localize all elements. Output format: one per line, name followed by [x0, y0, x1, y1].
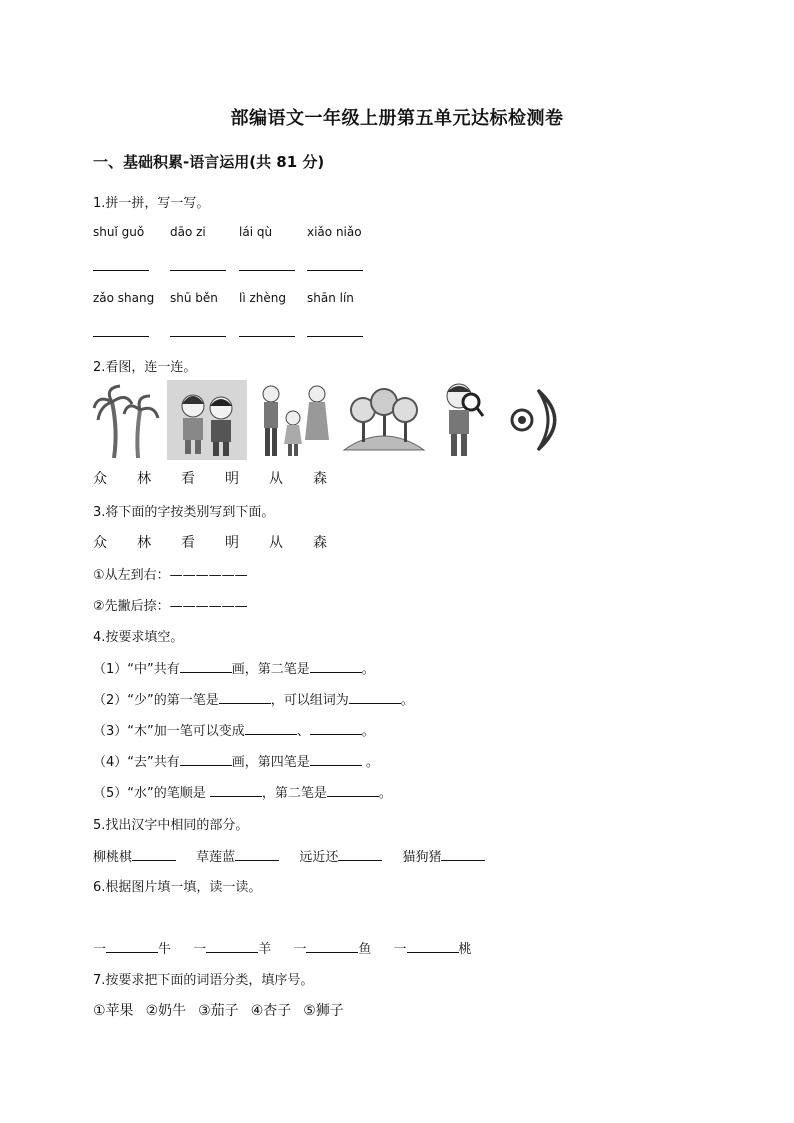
pinyin: shū běn — [170, 291, 218, 305]
answer-blank[interactable] — [338, 848, 382, 861]
item-text: 羊 — [258, 942, 272, 957]
question-2-label: 2.看图，连一连。 — [93, 360, 197, 375]
answer-blank[interactable] — [306, 940, 358, 953]
answer-blank[interactable] — [170, 270, 226, 271]
sun-moon-icon[interactable] — [502, 380, 572, 460]
answer-blank[interactable] — [239, 270, 295, 271]
pinyin: zǎo shang — [93, 291, 155, 305]
answer-blank[interactable] — [307, 336, 363, 337]
answer-blank[interactable] — [327, 784, 379, 797]
pinyin: xiǎo niǎo — [307, 225, 362, 239]
pinyin: shuǐ guǒ — [93, 225, 145, 239]
item-text: 、 — [296, 724, 310, 739]
pinyin: dāo zi — [170, 225, 206, 239]
item-text: 鱼 — [358, 942, 372, 957]
character[interactable]: 众 — [93, 471, 107, 487]
question-6-label: 6.根据图片填一填，读一读。 — [93, 880, 262, 895]
answer-blank[interactable] — [349, 691, 401, 704]
item-text: 一 — [393, 942, 407, 957]
question-1-label: 1.拼一拼，写一写。 — [93, 196, 210, 211]
char-group: 草莲蓝 — [196, 850, 236, 865]
answer-blank[interactable] — [180, 660, 232, 673]
answer-blank[interactable] — [407, 940, 459, 953]
item-text: 一 — [193, 942, 207, 957]
item-text: 桃 — [458, 942, 472, 957]
item-text: ，可以组词为 — [270, 693, 349, 708]
item-text: 一 — [93, 942, 107, 957]
word-groups — [93, 846, 501, 865]
character[interactable]: 森 — [313, 471, 327, 487]
char-group: 猫狗猪 — [402, 850, 442, 865]
item-text: 一 — [293, 942, 307, 957]
item-text: 。 — [361, 662, 375, 677]
character[interactable]: 看 — [181, 471, 195, 487]
character[interactable]: 明 — [225, 471, 239, 487]
family-icon[interactable] — [257, 380, 333, 460]
fill-item — [93, 658, 375, 677]
char-group: 远近还 — [299, 850, 339, 865]
fill-item — [93, 782, 392, 801]
magnifier-boy-icon[interactable] — [437, 380, 487, 460]
answer-blank[interactable] — [93, 270, 149, 271]
question-3-label: 3.将下面的字按类别写到下面。 — [93, 505, 275, 520]
item-text: 画，第四笔是 — [231, 755, 310, 770]
three-trees-icon[interactable] — [342, 380, 426, 460]
page-title: 部编语文一年级上册第五单元达标检测卷 — [230, 108, 564, 129]
answer-line[interactable]: ②先撇后捺：—————— — [93, 599, 248, 614]
character: 看 — [181, 535, 195, 551]
fill-item — [93, 720, 375, 739]
char-group: 柳桃棋 — [93, 850, 133, 865]
character: 森 — [313, 535, 327, 551]
item-text: 。 — [378, 786, 392, 801]
word-option: ①苹果 — [93, 1003, 134, 1019]
fill-item — [93, 751, 379, 770]
answer-blank[interactable] — [441, 848, 485, 861]
fill-item — [93, 689, 414, 708]
character-row — [93, 468, 357, 488]
answer-blank[interactable] — [310, 753, 362, 766]
item-text: 。 — [361, 755, 379, 770]
character: 从 — [269, 535, 283, 551]
item-text: （2）“少”的第一笔是 — [93, 693, 219, 708]
word-options — [93, 1000, 344, 1020]
item-text: （1）“中”共有 — [93, 662, 180, 677]
pinyin: lái qù — [239, 225, 273, 239]
item-text: 。 — [361, 724, 375, 739]
answer-blank[interactable] — [239, 336, 295, 337]
answer-blank[interactable] — [106, 940, 158, 953]
answer-blank[interactable] — [310, 722, 362, 735]
answer-blank[interactable] — [235, 848, 279, 861]
question-4-label: 4.按要求填空。 — [93, 630, 184, 645]
section-heading: 一、基础积累-语言运用(共 81 分) — [93, 153, 325, 171]
answer-blank[interactable] — [219, 691, 271, 704]
item-text: 画，第二笔是 — [231, 662, 310, 677]
picture-row — [92, 380, 582, 460]
measure-word-row — [93, 938, 490, 957]
answer-blank[interactable] — [132, 848, 176, 861]
item-text: 。 — [400, 693, 414, 708]
answer-blank[interactable] — [206, 940, 258, 953]
item-text: （3）“木”加一笔可以变成 — [93, 724, 245, 739]
answer-blank[interactable] — [170, 336, 226, 337]
character-row — [93, 532, 357, 552]
item-text: ，第二笔是 — [261, 786, 327, 801]
character[interactable]: 从 — [269, 471, 283, 487]
word-option: ②奶牛 — [145, 1003, 187, 1019]
answer-blank[interactable] — [180, 753, 232, 766]
item-text: （5）“水”的笔顺是 — [93, 786, 210, 801]
question-7-label: 7.按要求把下面的词语分类，填序号。 — [93, 973, 314, 988]
answer-blank[interactable] — [245, 722, 297, 735]
palm-trees-icon[interactable] — [92, 380, 160, 460]
answer-blank[interactable] — [93, 336, 149, 337]
item-text: （4）“去”共有 — [93, 755, 180, 770]
character: 众 — [93, 535, 107, 551]
word-option: ③茄子 — [198, 1003, 239, 1019]
pinyin: lì zhèng — [239, 291, 286, 305]
word-option: ④杏子 — [250, 1003, 292, 1019]
word-option: ⑤狮子 — [303, 1003, 344, 1019]
answer-blank[interactable] — [307, 270, 363, 271]
two-kids-icon[interactable] — [167, 380, 247, 460]
character: 明 — [225, 535, 239, 551]
pinyin: shān lín — [307, 291, 354, 305]
item-text: 牛 — [158, 942, 172, 957]
character: 林 — [137, 535, 151, 551]
question-5-label: 5.找出汉字中相同的部分。 — [93, 818, 249, 833]
answer-line[interactable]: ①从左到右：—————— — [93, 568, 248, 583]
answer-blank[interactable] — [310, 660, 362, 673]
character[interactable]: 林 — [137, 471, 151, 487]
answer-blank[interactable] — [210, 784, 262, 797]
